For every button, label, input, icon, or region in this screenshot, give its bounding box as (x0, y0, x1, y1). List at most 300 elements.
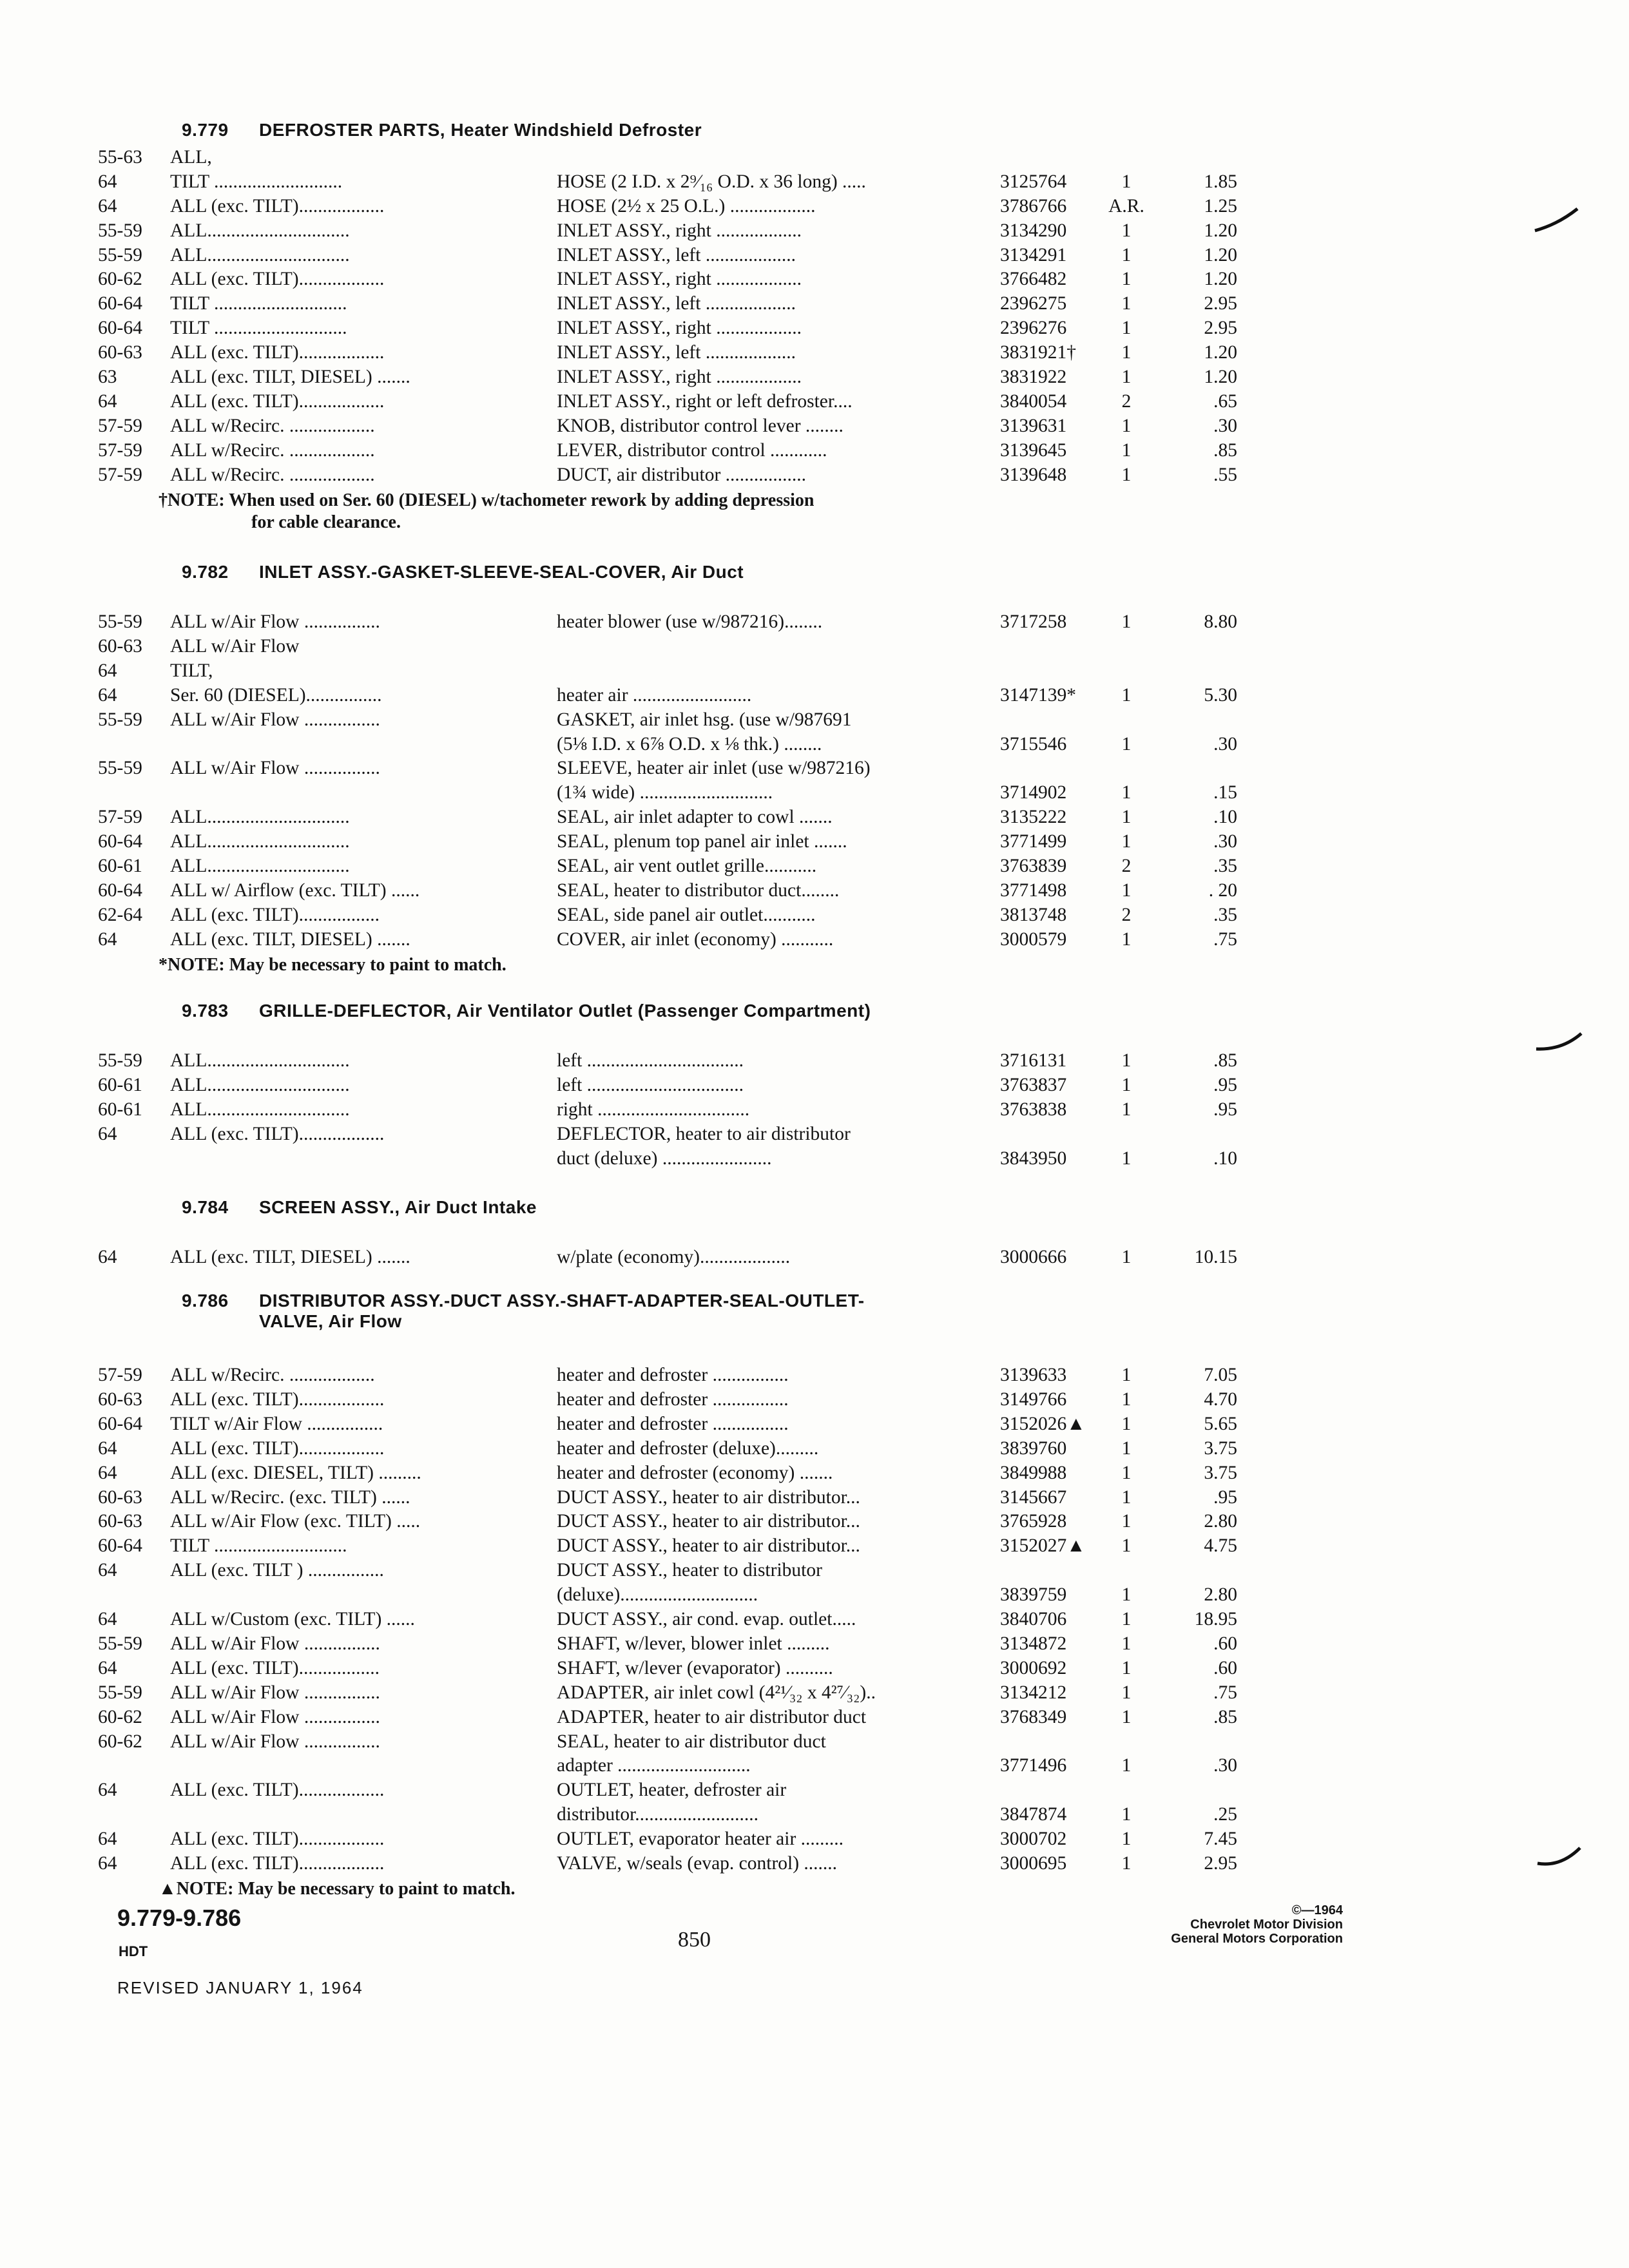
part-number: 3000579 (1000, 929, 1067, 950)
part-description: (5⅛ I.D. x 6⅞ O.D. x ⅛ thk.) ........ (557, 734, 822, 754)
application: ALL (exc. TILT, DIESEL) ....... (170, 929, 410, 950)
corporation-name: General Motors Corporation (1171, 1932, 1343, 1946)
part-description: OUTLET, evaporator heater air ......... (557, 1829, 844, 1849)
table-row (0, 1509, 1629, 1533)
model-year: 57-59 (98, 1365, 142, 1385)
section-note (159, 490, 814, 533)
price: .55 (1213, 465, 1237, 485)
table-row (0, 927, 1629, 952)
part-number: 3152026▲ (1000, 1414, 1086, 1434)
part-description: INLET ASSY., left ................... (557, 342, 796, 363)
price: .10 (1213, 807, 1237, 827)
price: .95 (1213, 1487, 1237, 1508)
application: ALL (exc. TILT).................. (170, 269, 385, 289)
price: 5.30 (1204, 685, 1237, 706)
table-row (0, 1705, 1629, 1729)
part-number: 3840054 (1000, 391, 1067, 412)
model-year: 60-63 (98, 342, 142, 363)
part-number: 3149766 (1000, 1389, 1067, 1410)
application: TILT, (170, 660, 213, 681)
part-description: SHAFT, w/lever (evaporator) .......... (557, 1658, 833, 1678)
part-description: INLET ASSY., right .................. (557, 367, 802, 387)
part-number: 3134290 (1000, 220, 1067, 241)
application: Ser. 60 (DIESEL)................ (170, 685, 382, 706)
quantity: 1 (1121, 1633, 1132, 1654)
part-number: 3135222 (1000, 807, 1067, 827)
quantity: 1 (1121, 1050, 1132, 1071)
model-year: 57-59 (98, 440, 142, 461)
part-number: 3768349 (1000, 1707, 1067, 1727)
table-row (0, 1680, 1629, 1705)
section-note (159, 954, 506, 976)
model-year: 63 (98, 367, 117, 387)
quantity: 1 (1121, 1099, 1132, 1120)
revision-date: REVISED JANUARY 1, 1964 (117, 1978, 363, 1997)
part-number: 3771499 (1000, 831, 1067, 852)
part-number: 3145667 (1000, 1487, 1067, 1508)
model-year: 64 (98, 1780, 117, 1800)
price: 2.95 (1204, 293, 1237, 314)
part-number: 3843950 (1000, 1148, 1067, 1169)
part-description: w/plate (economy)................... (557, 1247, 791, 1267)
price: 4.70 (1204, 1389, 1237, 1410)
table-row (0, 1802, 1629, 1827)
part-description: heater blower (use w/987216)........ (557, 611, 823, 632)
application: ALL (exc. TILT).................. (170, 1438, 385, 1459)
price: .95 (1213, 1099, 1237, 1120)
application: ALL w/Recirc. .................. (170, 1365, 375, 1385)
table-row (0, 1436, 1629, 1461)
part-number: 3134872 (1000, 1633, 1067, 1654)
margin-mark (1534, 1026, 1585, 1058)
price: 1.20 (1204, 269, 1237, 289)
part-description: left ................................. (557, 1050, 744, 1071)
model-year: 60-61 (98, 856, 142, 876)
quantity: 1 (1121, 611, 1132, 632)
model-year: 64 (98, 391, 117, 412)
part-description: heater and defroster ................ (557, 1389, 789, 1410)
price: .75 (1213, 929, 1237, 950)
quantity: 1 (1121, 416, 1132, 436)
price: .25 (1213, 1804, 1237, 1825)
part-number: 3000702 (1000, 1829, 1067, 1849)
quantity: 2 (1121, 856, 1132, 876)
part-number: 2396276 (1000, 318, 1067, 338)
model-year: 60-62 (98, 1707, 142, 1727)
model-year: 57-59 (98, 416, 142, 436)
model-year: 64 (98, 1463, 117, 1483)
price: 5.65 (1204, 1414, 1237, 1434)
price: 4.75 (1204, 1535, 1237, 1556)
part-number: 3813748 (1000, 905, 1067, 925)
division-name: Chevrolet Motor Division (1190, 1917, 1343, 1932)
application: ALL w/Custom (exc. TILT) ...... (170, 1609, 415, 1629)
table-row (0, 1363, 1629, 1387)
application: ALL (exc. TILT).................. (170, 1780, 385, 1800)
table-row (0, 1097, 1629, 1122)
quantity: 2 (1121, 905, 1132, 925)
price: 1.20 (1204, 342, 1237, 363)
part-description: INLET ASSY., right .................. (557, 220, 802, 241)
footer-copyright-block (1171, 1903, 1343, 1946)
price: 2.80 (1204, 1584, 1237, 1605)
part-description: SHAFT, w/lever, blower inlet ......... (557, 1633, 830, 1654)
model-year: 55-59 (98, 1633, 142, 1654)
model-year: 57-59 (98, 807, 142, 827)
model-year: 64 (98, 171, 117, 192)
application: ALL w/Air Flow ................ (170, 1707, 380, 1727)
price: 1.20 (1204, 367, 1237, 387)
part-number: 3765928 (1000, 1511, 1067, 1532)
footer-section-range: 9.779-9.786 (117, 1905, 242, 1931)
part-number: 3125764 (1000, 171, 1067, 192)
part-number: 3139631 (1000, 416, 1067, 436)
price: 7.45 (1204, 1829, 1237, 1849)
table-row (0, 610, 1629, 634)
price: 3.75 (1204, 1438, 1237, 1459)
table-row (0, 756, 1629, 780)
price: 18.95 (1194, 1609, 1237, 1629)
note-line: ▲NOTE: May be necessary to paint to match. (159, 1879, 516, 1899)
model-year: 60-64 (98, 831, 142, 852)
model-year: 60-64 (98, 293, 142, 314)
price: .30 (1213, 416, 1237, 436)
table-row (0, 1073, 1629, 1097)
part-description: OUTLET, heater, defroster air (557, 1780, 787, 1800)
table-row (0, 1146, 1629, 1171)
quantity: 1 (1121, 685, 1132, 706)
price: 10.15 (1194, 1247, 1237, 1267)
table-row (0, 1412, 1629, 1436)
price: 2.95 (1204, 318, 1237, 338)
price: .35 (1213, 856, 1237, 876)
price: .95 (1213, 1075, 1237, 1095)
model-year: 55-59 (98, 245, 142, 265)
quantity: 1 (1121, 1247, 1132, 1267)
model-year: 64 (98, 929, 117, 950)
application: ALL (exc. TILT).................. (170, 1124, 385, 1144)
model-year: 64 (98, 685, 117, 706)
model-year: 64 (98, 1247, 117, 1267)
quantity: 1 (1121, 1511, 1132, 1532)
price: .30 (1213, 831, 1237, 852)
section-title: DISTRIBUTOR ASSY.-DUCT ASSY.-SHAFT-ADAPTER-SEAL-OUTLET- (259, 1291, 865, 1311)
application: TILT ............................ (170, 318, 347, 338)
price: .65 (1213, 391, 1237, 412)
table-row (0, 658, 1629, 683)
table-row (0, 854, 1629, 878)
part-description: LEVER, distributor control ............ (557, 440, 827, 461)
model-year: 64 (98, 1829, 117, 1849)
part-description: SEAL, heater to distributor duct........ (557, 880, 840, 901)
application: ALL (exc. DIESEL, TILT) ......... (170, 1463, 421, 1483)
part-description: DUCT ASSY., heater to air distributor... (557, 1487, 860, 1508)
part-description: HOSE (2½ x 25 O.L.) .................. (557, 196, 816, 216)
table-row (0, 340, 1629, 365)
part-description: SEAL, air inlet adapter to cowl ....... (557, 807, 833, 827)
table-row (0, 1461, 1629, 1485)
model-year: 60-62 (98, 1731, 142, 1752)
quantity: 1 (1121, 1658, 1132, 1678)
model-year: 60-62 (98, 269, 142, 289)
section-number: 9.786 (182, 1291, 229, 1311)
application: ALL w/Air Flow ................ (170, 611, 380, 632)
quantity: 1 (1121, 1438, 1132, 1459)
application: ALL w/Recirc. .................. (170, 440, 375, 461)
part-description: right ................................ (557, 1099, 750, 1120)
model-year: 64 (98, 1658, 117, 1678)
table-row (0, 780, 1629, 805)
part-number: 3839759 (1000, 1584, 1067, 1605)
section-title-continued: VALVE, Air Flow (259, 1311, 402, 1331)
part-number: 3152027▲ (1000, 1535, 1086, 1556)
table-row (0, 634, 1629, 658)
section-number: 9.782 (182, 562, 229, 582)
table-row (0, 1533, 1629, 1558)
part-number: 3840706 (1000, 1609, 1067, 1629)
application: ALL (exc. TILT).................. (170, 1389, 385, 1410)
part-description: DEFLECTOR, heater to air distributor (557, 1124, 851, 1144)
section-heading (182, 1001, 871, 1021)
quantity: 1 (1121, 782, 1132, 803)
part-description: VALVE, w/seals (evap. control) ....... (557, 1853, 838, 1874)
part-description: DUCT ASSY., heater to air distributor... (557, 1511, 860, 1532)
table-row (0, 805, 1629, 829)
note-line: *NOTE: May be necessary to paint to match. (159, 955, 506, 975)
application: ALL w/Recirc. (exc. TILT) ...... (170, 1487, 410, 1508)
model-year: 55-59 (98, 709, 142, 730)
note-line: for cable clearance. (251, 512, 401, 532)
part-description: HOSE (2 I.D. x 2⁹⁄₁₆ O.D. x 36 long) ..... (557, 171, 866, 192)
part-description: INLET ASSY., left ................... (557, 293, 796, 314)
application: ALL w/Recirc. .................. (170, 416, 375, 436)
quantity: 1 (1121, 807, 1132, 827)
quantity: A.R. (1108, 196, 1144, 216)
part-number: 3849988 (1000, 1463, 1067, 1483)
part-description: INLET ASSY., left ................... (557, 245, 796, 265)
section-heading (182, 1197, 537, 1218)
quantity: 1 (1121, 1584, 1132, 1605)
application: ALL.............................. (170, 1075, 350, 1095)
part-description: adapter ............................ (557, 1755, 751, 1776)
quantity: 1 (1121, 1853, 1132, 1874)
quantity: 1 (1121, 1804, 1132, 1825)
model-year: 60-61 (98, 1075, 142, 1095)
table-row (0, 145, 1629, 169)
model-year: 64 (98, 1853, 117, 1874)
section-number: 9.784 (182, 1197, 229, 1217)
price: .15 (1213, 782, 1237, 803)
price: .30 (1213, 1755, 1237, 1776)
part-number: 3763839 (1000, 856, 1067, 876)
model-year: 62-64 (98, 905, 142, 925)
copyright-year: ©—1964 (1291, 1903, 1343, 1917)
model-year: 60-64 (98, 1414, 142, 1434)
table-row (0, 732, 1629, 756)
price: .60 (1213, 1633, 1237, 1654)
footer-series: HDT (119, 1943, 148, 1959)
page-number: 850 (678, 1928, 711, 1952)
part-number: 3717258 (1000, 611, 1067, 632)
part-description: KNOB, distributor control lever ........ (557, 416, 843, 436)
part-description: duct (deluxe) ....................... (557, 1148, 772, 1169)
part-number: 3763837 (1000, 1075, 1067, 1095)
table-row (0, 1122, 1629, 1146)
section-number: 9.779 (182, 120, 229, 140)
price: .60 (1213, 1658, 1237, 1678)
part-number: 3000695 (1000, 1853, 1067, 1874)
table-row (0, 414, 1629, 438)
part-description: DUCT ASSY., heater to distributor (557, 1560, 822, 1581)
table-row (0, 243, 1629, 267)
model-year: 60-64 (98, 880, 142, 901)
part-description: (1¾ wide) ............................ (557, 782, 773, 803)
section-note (159, 1878, 515, 1900)
table-row (0, 1631, 1629, 1656)
quantity: 1 (1121, 171, 1132, 192)
application: ALL (exc. TILT).................. (170, 1829, 385, 1849)
application: ALL (exc. TILT).................. (170, 391, 385, 412)
table-row (0, 1245, 1629, 1269)
part-description: DUCT ASSY., heater to air distributor... (557, 1535, 860, 1556)
table-row (0, 1582, 1629, 1607)
part-number: 3139633 (1000, 1365, 1067, 1385)
part-description: heater air ......................... (557, 685, 752, 706)
part-description: heater and defroster ................ (557, 1414, 789, 1434)
part-description: COVER, air inlet (economy) ........... (557, 929, 834, 950)
margin-mark (1535, 1844, 1586, 1876)
quantity: 1 (1121, 440, 1132, 461)
table-row (0, 316, 1629, 340)
quantity: 1 (1121, 1707, 1132, 1727)
table-row (0, 169, 1629, 194)
price: .10 (1213, 1148, 1237, 1169)
part-description: distributor.......................... (557, 1804, 759, 1825)
application: ALL w/Air Flow ................ (170, 1731, 380, 1752)
table-row (0, 1656, 1629, 1680)
table-row (0, 194, 1629, 218)
model-year: 64 (98, 1609, 117, 1629)
model-year: 64 (98, 1560, 117, 1581)
section-title: INLET ASSY.-GASKET-SLEEVE-SEAL-COVER, Air Duct (259, 562, 744, 582)
part-description: DUCT ASSY., air cond. evap. outlet..... (557, 1609, 856, 1629)
table-row (0, 1851, 1629, 1876)
price: .85 (1213, 1707, 1237, 1727)
part-number: 3134291 (1000, 245, 1067, 265)
price: 2.80 (1204, 1511, 1237, 1532)
model-year: 55-59 (98, 758, 142, 778)
model-year: 60-64 (98, 318, 142, 338)
application: ALL (exc. TILT).................. (170, 1853, 385, 1874)
quantity: 1 (1121, 1755, 1132, 1776)
part-number: 3771498 (1000, 880, 1067, 901)
quantity: 1 (1121, 1609, 1132, 1629)
quantity: 1 (1121, 880, 1132, 901)
model-year: 60-63 (98, 1511, 142, 1532)
model-year: 55-59 (98, 220, 142, 241)
part-description: INLET ASSY., right or left defroster.... (557, 391, 853, 412)
application: ALL (exc. TILT, DIESEL) ....... (170, 1247, 410, 1267)
price: 1.25 (1204, 196, 1237, 216)
application: ALL (exc. TILT, DIESEL) ....... (170, 367, 410, 387)
quantity: 1 (1121, 1389, 1132, 1410)
part-number: 3771496 (1000, 1755, 1067, 1776)
model-year: 64 (98, 1124, 117, 1144)
part-number: 3831921† (1000, 342, 1076, 363)
quantity: 2 (1121, 391, 1132, 412)
price: .85 (1213, 1050, 1237, 1071)
price: 8.80 (1204, 611, 1237, 632)
quantity: 1 (1121, 929, 1132, 950)
model-year: 60-64 (98, 1535, 142, 1556)
table-row (0, 1827, 1629, 1851)
table-row (0, 438, 1629, 463)
application: ALL.............................. (170, 1050, 350, 1071)
quantity: 1 (1121, 831, 1132, 852)
application: ALL (exc. TILT ) ................ (170, 1560, 384, 1581)
application: TILT ........................... (170, 171, 343, 192)
application: ALL.............................. (170, 807, 350, 827)
model-year: 60-63 (98, 636, 142, 657)
application: ALL.............................. (170, 1099, 350, 1120)
part-number: 2396275 (1000, 293, 1067, 314)
quantity: 1 (1121, 1148, 1132, 1169)
quantity: 1 (1121, 1075, 1132, 1095)
part-description: GASKET, air inlet hsg. (use w/987691 (557, 709, 852, 730)
application: ALL w/Air Flow ................ (170, 1633, 380, 1654)
application: ALL w/Air Flow (exc. TILT) ..... (170, 1511, 421, 1532)
application: ALL w/Air Flow ................ (170, 1682, 380, 1703)
table-row (0, 1387, 1629, 1412)
part-number: 3714902 (1000, 782, 1067, 803)
model-year: 64 (98, 660, 117, 681)
part-number: 3139648 (1000, 465, 1067, 485)
model-year: 64 (98, 1438, 117, 1459)
model-year: 55-59 (98, 611, 142, 632)
table-row (0, 291, 1629, 316)
price: .35 (1213, 905, 1237, 925)
application: TILT w/Air Flow ................ (170, 1414, 383, 1434)
part-number: 3786766 (1000, 196, 1067, 216)
price: 1.20 (1204, 245, 1237, 265)
part-number: 3000692 (1000, 1658, 1067, 1678)
quantity: 1 (1121, 293, 1132, 314)
section-number: 9.783 (182, 1001, 229, 1021)
section-heading (182, 120, 702, 140)
part-description: DUCT, air distributor ................. (557, 465, 807, 485)
quantity: 1 (1121, 734, 1132, 754)
table-row (0, 365, 1629, 389)
table-row (0, 903, 1629, 927)
quantity: 1 (1121, 465, 1132, 485)
application: ALL (exc. TILT).................. (170, 342, 385, 363)
price: 1.85 (1204, 171, 1237, 192)
price: .30 (1213, 734, 1237, 754)
quantity: 1 (1121, 342, 1132, 363)
table-row (0, 389, 1629, 414)
table-row (0, 1048, 1629, 1073)
section-title: SCREEN ASSY., Air Duct Intake (259, 1197, 537, 1217)
model-year: 55-59 (98, 1682, 142, 1703)
part-description: SEAL, side panel air outlet........... (557, 905, 816, 925)
quantity: 1 (1121, 220, 1132, 241)
application: ALL (exc. TILT).................. (170, 196, 385, 216)
price: . 20 (1208, 880, 1237, 901)
quantity: 1 (1121, 367, 1132, 387)
part-description: heater and defroster (deluxe)......... (557, 1438, 819, 1459)
quantity: 1 (1121, 1535, 1132, 1556)
price: 3.75 (1204, 1463, 1237, 1483)
